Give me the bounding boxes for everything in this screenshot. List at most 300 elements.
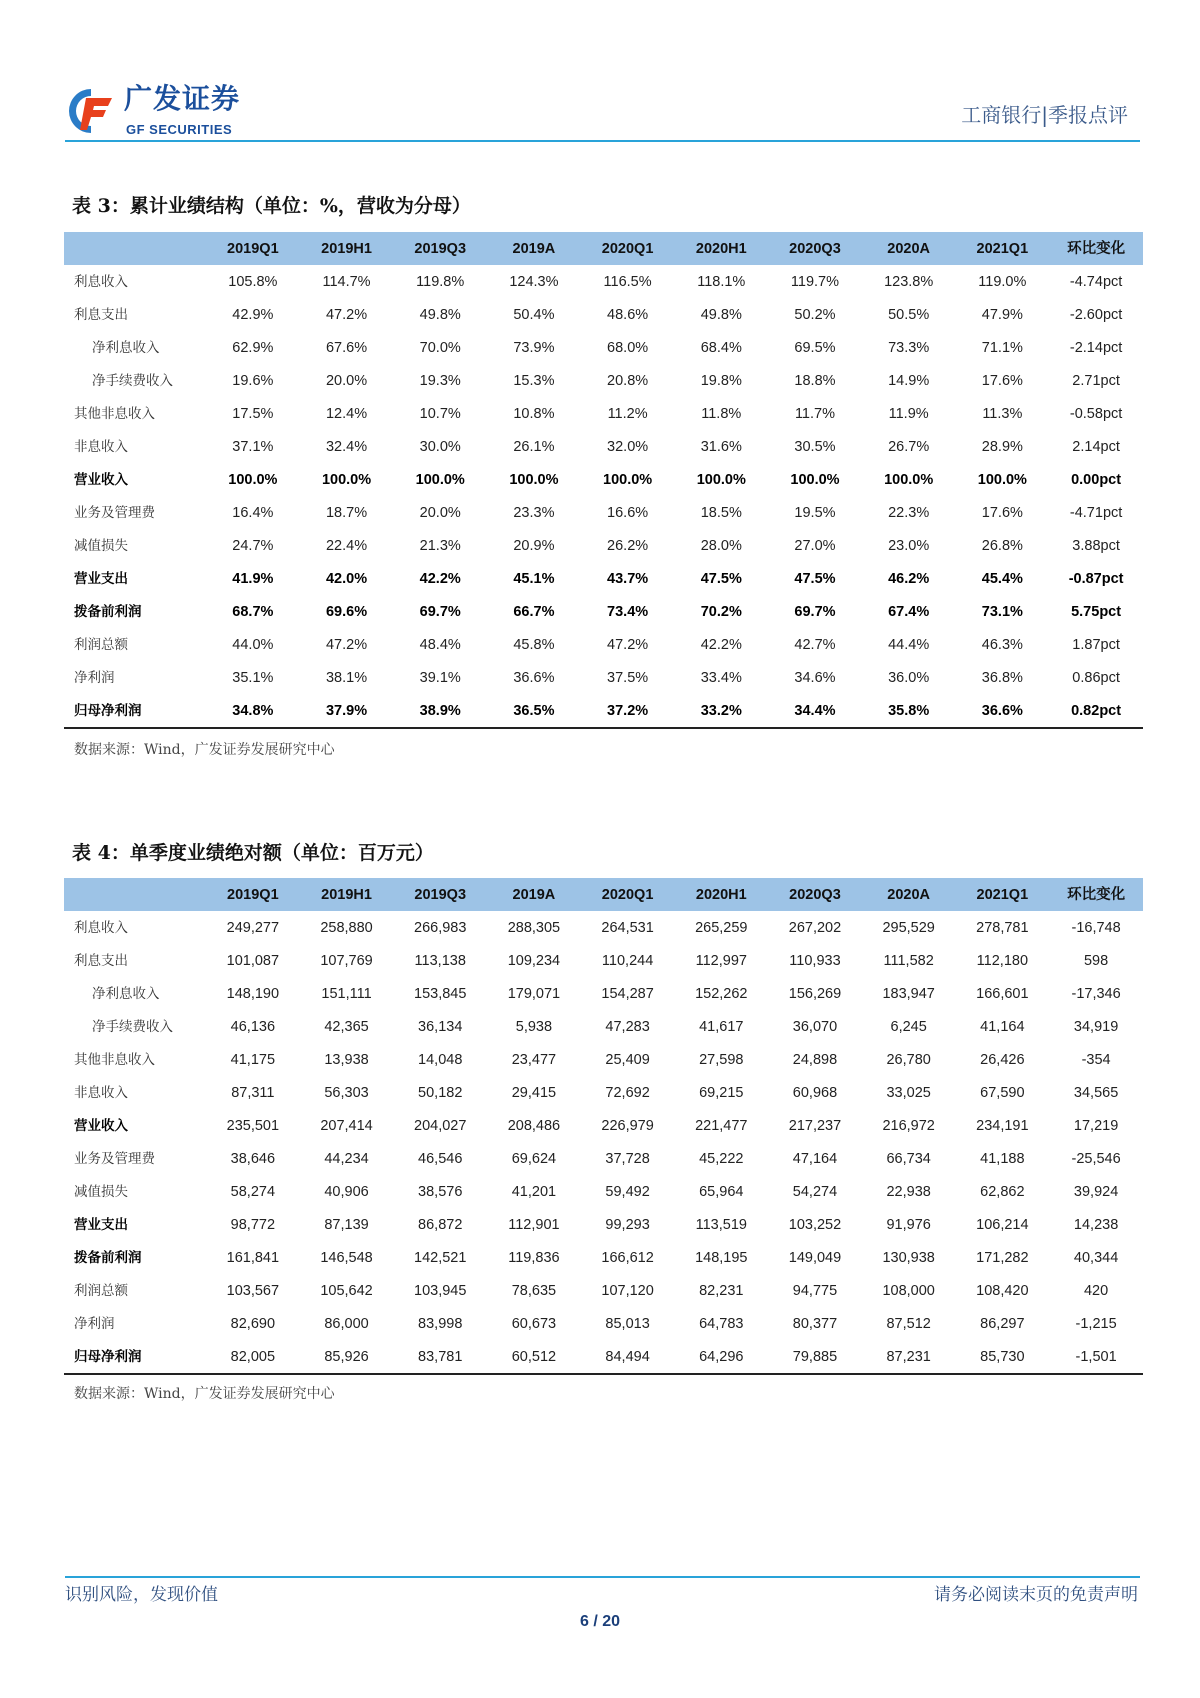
table-cell: 11.3% [982, 405, 1023, 422]
logo-english-name: GF SECURITIES [126, 122, 233, 137]
table3-title: 表 3：累计业绩结构（单位：%，营收为分母） [72, 195, 471, 217]
table-cell: 80,377 [792, 1315, 838, 1332]
table-cell: 38,646 [230, 1150, 276, 1167]
table-cell: 33,025 [886, 1084, 931, 1101]
table-cell: 62,862 [980, 1183, 1025, 1200]
table-cell: 37.5% [607, 669, 649, 686]
gf-logo-icon [66, 86, 116, 136]
table-cell: 38,576 [418, 1183, 463, 1200]
table-cell: -4.71pct [1069, 504, 1123, 521]
table-cell: 17.6% [981, 372, 1023, 389]
table4-quarterly-absolute [64, 878, 1143, 1375]
table-cell: 10.8% [513, 405, 555, 422]
table-cell: 73.1% [981, 603, 1023, 620]
table-cell: 66.7% [513, 603, 555, 620]
table-row [64, 1274, 1143, 1307]
table-cell: 22.4% [325, 537, 368, 554]
table-cell: 44.4% [888, 636, 930, 653]
table-cell: 23.3% [513, 504, 555, 521]
table-cell: -16,748 [1071, 919, 1121, 936]
table-cell: 72,692 [605, 1084, 650, 1101]
table-cell: 29,415 [511, 1084, 557, 1101]
table-cell: 24.7% [232, 537, 274, 554]
table-row [64, 595, 1143, 628]
row-label: 净利润 [74, 1315, 115, 1332]
table-cell: 153,845 [414, 985, 467, 1002]
table-cell: 108,420 [976, 1282, 1029, 1299]
column-header: 2019Q3 [393, 232, 487, 265]
table-cell: 86,297 [980, 1315, 1025, 1332]
table3-cumulative-structure [64, 232, 1143, 729]
table-cell: 64,296 [674, 1340, 768, 1374]
table-cell: 11.2% [607, 405, 648, 422]
table-cell: 14.9% [888, 372, 930, 389]
table-row [64, 1076, 1143, 1109]
row-label: 营业收入 [74, 1117, 128, 1134]
row-label: 利润总额 [74, 1282, 128, 1299]
table-cell: 113,519 [695, 1216, 747, 1233]
table-cell: 32.4% [325, 438, 368, 455]
table-cell: 100.0% [977, 471, 1027, 488]
table-cell: 47,164 [792, 1150, 838, 1167]
table-cell: 73.3% [888, 339, 930, 356]
table-cell: 50.2% [794, 306, 836, 323]
table-row [64, 496, 1143, 529]
table-cell: 0.86pct [1072, 669, 1120, 686]
table-cell: 103,567 [226, 1282, 280, 1299]
table-cell: -0.58pct [1069, 405, 1123, 422]
table-cell: 154,287 [601, 985, 654, 1002]
row-label: 减值损失 [74, 1183, 128, 1200]
table-cell: 234,191 [976, 1117, 1029, 1134]
table-cell: 37.9% [300, 694, 394, 728]
table-cell: 116.5% [603, 273, 652, 290]
table-cell: 113,138 [414, 952, 466, 969]
table-cell: 15.3% [513, 372, 555, 389]
table-row [64, 1340, 1143, 1374]
table-cell: 42.2% [700, 636, 742, 653]
footer-disclaimer-link[interactable]: 请务必阅读末页的免责声明 [934, 1585, 1138, 1605]
table-cell: 112,997 [695, 952, 747, 969]
table-cell: 17,219 [1073, 1117, 1119, 1134]
row-label: 净手续费收入 [92, 372, 173, 389]
row-label: 归母净利润 [64, 1340, 206, 1374]
table-cell: 106,214 [976, 1216, 1029, 1233]
table-cell: 68.7% [232, 603, 274, 620]
table-cell: 14,238 [1073, 1216, 1119, 1233]
table-cell: 71.1% [981, 339, 1023, 356]
table-cell: 148,190 [226, 985, 280, 1002]
table-cell: 99,293 [605, 1216, 650, 1233]
row-label: 营业支出 [74, 570, 128, 587]
table-header-row [64, 878, 1143, 911]
table-cell: 105,642 [320, 1282, 373, 1299]
table-row [64, 1307, 1143, 1340]
table-cell: 86,872 [418, 1216, 463, 1233]
table-cell: 17.6% [981, 504, 1023, 521]
table-cell: 83,781 [393, 1340, 487, 1374]
table4-source: 数据来源：Wind，广发证券发展研究中心 [74, 1386, 335, 1402]
table-row [64, 397, 1143, 430]
table-cell: 87,231 [862, 1340, 956, 1374]
table-cell: 48.4% [419, 636, 461, 653]
table-cell: 42,365 [324, 1018, 369, 1035]
table-row [64, 265, 1143, 298]
row-label: 净利息收入 [92, 339, 160, 356]
table-cell: 94,775 [792, 1282, 838, 1299]
table-cell: 33.2% [674, 694, 768, 728]
table-cell: 22.3% [888, 504, 930, 521]
table-cell: 146,548 [320, 1249, 373, 1266]
table4-title: 表 4：单季度业绩绝对额（单位：百万元） [72, 842, 434, 864]
table-cell: 36.6% [513, 669, 555, 686]
table-cell: 130,938 [882, 1249, 935, 1266]
column-header: 2019H1 [300, 232, 394, 265]
table-cell: 41,201 [511, 1183, 557, 1200]
table-cell: 41,175 [230, 1051, 276, 1068]
table-cell: 118.1% [697, 273, 746, 290]
table-cell: 45.8% [513, 636, 555, 653]
table-cell: 20.0% [419, 504, 461, 521]
table-cell: 26,780 [886, 1051, 931, 1068]
table-cell: 39.1% [419, 669, 461, 686]
table-cell: 50,182 [418, 1084, 463, 1101]
table-cell: 49.8% [419, 306, 461, 323]
table-cell: 166,612 [601, 1249, 654, 1266]
table3-source: 数据来源：Wind，广发证券发展研究中心 [74, 742, 335, 758]
table-cell: 85,730 [956, 1340, 1050, 1374]
table-cell: 47,283 [605, 1018, 650, 1035]
table-cell: 119.8% [416, 273, 465, 290]
table-cell: 18.8% [794, 372, 836, 389]
header-blank [64, 878, 206, 911]
table-cell: 112,180 [976, 952, 1029, 969]
table-cell: 58,274 [230, 1183, 276, 1200]
table-cell: 161,841 [226, 1249, 280, 1266]
table-cell: 60,968 [792, 1084, 838, 1101]
table-cell: 69,624 [511, 1150, 557, 1167]
table-cell: 109,234 [507, 952, 561, 969]
table-cell: 235,501 [226, 1117, 280, 1134]
table-cell: 26.7% [888, 438, 930, 455]
table-cell: 33.4% [700, 669, 742, 686]
table-cell: 67.4% [888, 603, 930, 620]
table-cell: 110,933 [789, 952, 841, 969]
column-header: 2020H1 [674, 232, 768, 265]
table-cell: 119,836 [508, 1249, 560, 1266]
table-cell: 45.4% [981, 570, 1023, 587]
table-cell: 64,783 [699, 1315, 744, 1332]
table-cell: 45,222 [699, 1150, 744, 1167]
table-cell: 87,512 [886, 1315, 931, 1332]
table-cell: 152,262 [695, 985, 748, 1002]
table-cell: 179,071 [507, 985, 561, 1002]
table-cell: 123.8% [884, 273, 934, 290]
table-header-row [64, 232, 1143, 265]
table-cell: 16.6% [607, 504, 649, 521]
table-cell: 110,244 [601, 952, 654, 969]
row-label: 净利润 [74, 669, 115, 686]
table-cell: 73.4% [607, 603, 649, 620]
table-cell: 11.9% [888, 405, 929, 422]
table-cell: 46,546 [418, 1150, 463, 1167]
column-header: 2019H1 [300, 878, 394, 911]
table-cell: 103,252 [788, 1216, 842, 1233]
table-cell: 226,979 [601, 1117, 654, 1134]
header-divider [65, 140, 1140, 142]
table-cell: 183,947 [882, 985, 935, 1002]
table-cell: 166,601 [976, 985, 1029, 1002]
row-label: 利润总额 [74, 636, 128, 653]
column-header: 2020H1 [674, 878, 768, 911]
row-label: 拨备前利润 [74, 603, 142, 620]
table-cell: 217,237 [788, 1117, 842, 1134]
table-cell: 68.0% [607, 339, 649, 356]
table-row [64, 694, 1143, 728]
table-cell: 216,972 [882, 1117, 935, 1134]
table-cell: 1.87pct [1072, 636, 1120, 653]
table-cell: 35.1% [232, 669, 274, 686]
row-label: 利息收入 [74, 919, 128, 936]
table-cell: 44,234 [324, 1150, 369, 1167]
table-cell: 0.00pct [1071, 471, 1122, 488]
table-cell: 91,976 [886, 1216, 931, 1233]
table-cell: 36,134 [418, 1018, 463, 1035]
table-row [64, 1109, 1143, 1142]
table-row [64, 529, 1143, 562]
table-cell: 156,269 [788, 985, 842, 1002]
table-row [64, 298, 1143, 331]
table-cell: 11.7% [794, 405, 835, 422]
row-label: 拨备前利润 [74, 1249, 142, 1266]
table-cell: 267,202 [788, 919, 842, 936]
column-header: 2020A [862, 232, 956, 265]
table-cell: 86,000 [324, 1315, 369, 1332]
table-cell: 36.8% [981, 669, 1023, 686]
table-cell: 47.5% [700, 570, 742, 587]
table-cell: 40,906 [324, 1183, 369, 1200]
table-cell: 208,486 [507, 1117, 561, 1134]
table-cell: 124.3% [509, 273, 559, 290]
row-label: 利息收入 [74, 273, 128, 290]
table-cell: 60,512 [487, 1340, 581, 1374]
row-label: 净利息收入 [92, 985, 160, 1002]
row-label: 利息支出 [74, 306, 128, 323]
table-cell: 17.5% [232, 405, 274, 422]
table-cell: -17,346 [1071, 985, 1121, 1002]
table-cell: 204,027 [414, 1117, 467, 1134]
column-header: 2019A [487, 232, 581, 265]
table-cell: 19.5% [794, 504, 836, 521]
table-cell: 114.7% [322, 273, 371, 290]
table-cell: 41,188 [980, 1150, 1025, 1167]
table-cell: 171,282 [976, 1249, 1029, 1266]
table-cell: 105.8% [228, 273, 278, 290]
table-cell: 28.0% [700, 537, 742, 554]
table-cell: 65,964 [699, 1183, 744, 1200]
table-cell: 60,673 [511, 1315, 557, 1332]
table-cell: 50.4% [513, 306, 555, 323]
table-cell: 67.6% [325, 339, 368, 356]
table-cell: 19.6% [232, 372, 274, 389]
table-cell: 26.2% [607, 537, 649, 554]
table-cell: 47.5% [794, 570, 836, 587]
table-cell: 100.0% [696, 471, 746, 488]
table-cell: 39,924 [1073, 1183, 1119, 1200]
table-row [64, 430, 1143, 463]
table-cell: 119.0% [978, 273, 1027, 290]
table-cell: 34,565 [1073, 1084, 1119, 1101]
table-cell: 38.9% [393, 694, 487, 728]
table-cell: 47.2% [325, 306, 368, 323]
table-cell: 100.0% [884, 471, 934, 488]
table-cell: 3.88pct [1072, 537, 1120, 554]
table-cell: 25,409 [605, 1051, 650, 1068]
table-cell: 5.75pct [1071, 603, 1122, 620]
table-cell: 22,938 [886, 1183, 931, 1200]
row-label: 业务及管理费 [74, 1150, 155, 1167]
table-cell: 148,195 [695, 1249, 748, 1266]
table-cell: 34.4% [768, 694, 862, 728]
table-cell: 0.82pct [1049, 694, 1143, 728]
table-cell: 50.5% [888, 306, 930, 323]
row-label: 其他非息收入 [74, 405, 155, 422]
table-cell: 16.4% [232, 504, 274, 521]
footer-slogan: 识别风险，发现价值 [65, 1585, 218, 1605]
table-cell: 46.3% [981, 636, 1023, 653]
table-cell: 36.6% [956, 694, 1050, 728]
table-cell: -1,215 [1075, 1315, 1117, 1332]
table-cell: 73.9% [513, 339, 555, 356]
table-cell: 87,311 [231, 1084, 275, 1101]
table-cell: -4.74pct [1069, 273, 1123, 290]
table-cell: 69.7% [419, 603, 461, 620]
row-label: 业务及管理费 [74, 504, 155, 521]
column-header: 2020A [862, 878, 956, 911]
row-label: 其他非息收入 [74, 1051, 155, 1068]
table-cell: 46.2% [888, 570, 930, 587]
table-cell: 24,898 [792, 1051, 838, 1068]
table-cell: 249,277 [226, 919, 280, 936]
table-cell: 149,049 [788, 1249, 842, 1266]
table-cell: 34,919 [1073, 1018, 1119, 1035]
table-row [64, 977, 1143, 1010]
table-cell: 37,728 [605, 1150, 650, 1167]
table-cell: 78,635 [511, 1282, 557, 1299]
table-cell: 82,690 [230, 1315, 276, 1332]
table-cell: 69.6% [325, 603, 368, 620]
table-cell: -2.60pct [1069, 306, 1123, 323]
table-cell: 5,938 [515, 1018, 553, 1035]
row-label: 归母净利润 [64, 694, 206, 728]
table-cell: 47.2% [607, 636, 649, 653]
table-cell: 69,215 [699, 1084, 744, 1101]
column-header: 2021Q1 [956, 878, 1050, 911]
table-cell: 20.9% [513, 537, 555, 554]
column-header: 环比变化 [1049, 232, 1143, 265]
row-label: 非息收入 [74, 1084, 128, 1101]
page-number: 6 / 20 [579, 1613, 621, 1630]
table-cell: 18.5% [700, 504, 742, 521]
table-cell: 36.0% [888, 669, 930, 686]
table-cell: 70.2% [700, 603, 742, 620]
table-cell: 70.0% [419, 339, 461, 356]
table-cell: 35.8% [862, 694, 956, 728]
table-row [64, 944, 1143, 977]
table-cell: 264,531 [601, 919, 654, 936]
row-label: 净手续费收入 [92, 1018, 173, 1035]
table-row [64, 1010, 1143, 1043]
row-label: 利息支出 [74, 952, 128, 969]
table-cell: 69.5% [794, 339, 836, 356]
table-cell: 42.0% [325, 570, 368, 587]
gf-securities-logo [66, 82, 276, 140]
table-cell: 67,590 [980, 1084, 1025, 1101]
row-label: 非息收入 [74, 438, 128, 455]
table-cell: 83,998 [418, 1315, 463, 1332]
table-cell: 142,521 [414, 1249, 467, 1266]
table-cell: 37.2% [581, 694, 675, 728]
table-cell: 38.1% [325, 669, 368, 686]
column-header: 2019A [487, 878, 581, 911]
table-cell: 41.9% [232, 570, 274, 587]
table-row [64, 1208, 1143, 1241]
table-cell: 100.0% [415, 471, 465, 488]
table-row [64, 628, 1143, 661]
table-cell: 36.5% [487, 694, 581, 728]
table-cell: 30.5% [794, 438, 836, 455]
table-cell: 36,070 [792, 1018, 838, 1035]
table-cell: 28.9% [981, 438, 1023, 455]
table-cell: 151,111 [321, 985, 372, 1002]
table-cell: 107,769 [320, 952, 373, 969]
table-cell: 42.7% [794, 636, 836, 653]
table-cell: 82,231 [699, 1282, 744, 1299]
table-cell: 44.0% [232, 636, 274, 653]
table-cell: 19.3% [419, 372, 461, 389]
table-cell: 42.2% [419, 570, 461, 587]
table-cell: 2.71pct [1072, 372, 1120, 389]
table-cell: 79,885 [768, 1340, 862, 1374]
column-header: 2020Q3 [768, 232, 862, 265]
table-cell: 26,426 [980, 1051, 1025, 1068]
table-row [64, 562, 1143, 595]
table-cell: 46,136 [230, 1018, 276, 1035]
table-cell: 221,477 [695, 1117, 748, 1134]
table-cell: 45.1% [513, 570, 555, 587]
table-cell: 266,983 [414, 919, 467, 936]
document-tag: 工商银行|季报点评 [961, 103, 1128, 127]
table-cell: 34.6% [794, 669, 836, 686]
table-cell: 108,000 [882, 1282, 935, 1299]
row-label: 减值损失 [74, 537, 128, 554]
table-cell: 41,617 [699, 1018, 744, 1035]
table-cell: 20.8% [607, 372, 649, 389]
table-cell: -0.87pct [1068, 570, 1124, 587]
table-cell: 598 [1083, 952, 1109, 969]
table-row [64, 1241, 1143, 1274]
table-cell: 69.7% [794, 603, 836, 620]
table-cell: 42.9% [232, 306, 274, 323]
table-cell: 420 [1083, 1282, 1109, 1299]
table-cell: 278,781 [976, 919, 1029, 936]
column-header: 2019Q1 [206, 878, 300, 911]
table-cell: 54,274 [792, 1183, 838, 1200]
column-header: 2021Q1 [956, 232, 1050, 265]
logo-chinese-name: 广发证券 [124, 82, 241, 115]
table-cell: 19.8% [700, 372, 742, 389]
table-cell: 6,245 [890, 1018, 927, 1035]
